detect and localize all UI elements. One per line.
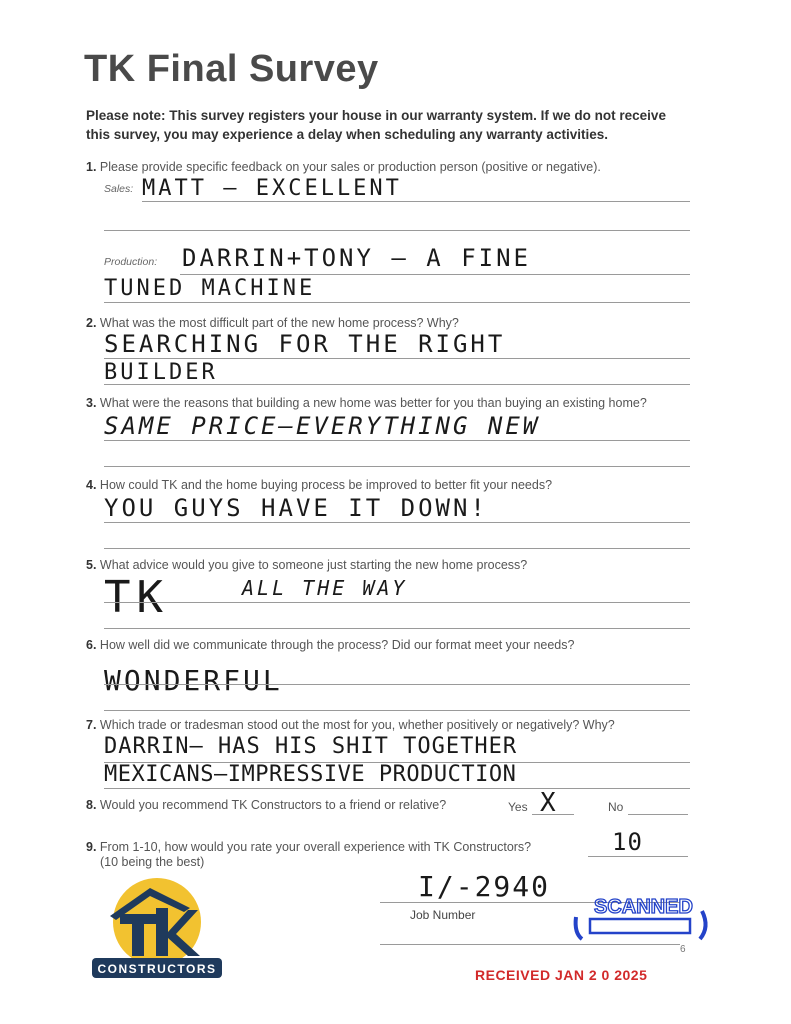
svg-text:SCANNED: SCANNED — [594, 896, 693, 918]
question-1: 1. Please provide specific feedback on your sales or production person (positive or negative). — [86, 160, 601, 174]
answer-line — [104, 466, 690, 467]
q6-answer[interactable]: WONDERFUL — [104, 664, 283, 697]
yes-label: Yes — [508, 800, 528, 814]
q7-answer-line2[interactable]: MEXICANS—IMPRESSIVE PRODUCTION — [104, 762, 517, 787]
answer-line — [104, 522, 690, 523]
answer-line — [104, 684, 690, 685]
question-8: 8. Would you recommend TK Constructors to a friend or relative? — [86, 798, 447, 812]
question-4: 4. How could TK and the home buying process be improved to better fit your needs? — [86, 478, 553, 492]
survey-title: TK Final Survey — [84, 48, 379, 90]
question-7: 7. Which trade or tradesman stood out the most for you, whether positively or negatively? Why? — [86, 718, 615, 732]
answer-line — [104, 302, 690, 303]
signature-line — [380, 944, 680, 945]
question-3: 3. What were the reasons that building a new home was better for you than buying an existing home? — [86, 396, 647, 410]
question-6: 6. How well did we communicate through the process? Did our format meet your needs? — [86, 638, 575, 652]
answer-line — [104, 358, 690, 359]
production-label: Production: — [104, 256, 158, 268]
question-5: 5. What advice would you give to someone just starting the new home process? — [86, 558, 528, 572]
q3-answer[interactable]: SAME PRICE—EVERYTHING NEW — [104, 412, 541, 440]
q5-answer-tk[interactable]: TK — [104, 572, 169, 623]
q4-answer[interactable]: YOU GUYS HAVE IT DOWN! — [104, 494, 488, 522]
answer-line — [104, 788, 690, 789]
q2-answer-line2[interactable]: BUILDER — [104, 360, 218, 385]
answer-line — [104, 230, 690, 231]
no-line[interactable] — [628, 814, 688, 815]
answer-line — [104, 710, 690, 711]
scanned-stamp — [568, 893, 713, 941]
answer-line — [104, 628, 690, 629]
q2-answer-line1[interactable]: SEARCHING FOR THE RIGHT — [104, 330, 506, 358]
received-stamp: RECEIVED JAN 2 0 2025 — [475, 967, 648, 983]
page-number: 6 — [680, 944, 686, 955]
rating-line — [588, 856, 688, 857]
question-2: 2. What was the most difficult part of the new home process? Why? — [86, 316, 459, 330]
sales-answer[interactable]: MATT — EXCELLENT — [142, 176, 402, 201]
question-9: 9. From 1-10, how would you rate your overall experience with TK Constructors? — [86, 840, 532, 854]
q7-answer-line1[interactable]: DARRIN— HAS HIS SHIT TOGETHER — [104, 734, 518, 759]
production-answer-line2[interactable]: TUNED MACHINE — [104, 276, 316, 301]
answer-line — [104, 440, 690, 441]
answer-line — [104, 548, 690, 549]
answer-line — [104, 384, 690, 385]
answer-line — [142, 201, 690, 202]
question-9-sub: (10 being the best) — [100, 855, 205, 869]
answer-line — [180, 274, 690, 275]
sales-label: Sales: — [104, 183, 134, 195]
yes-checkmark[interactable]: X — [540, 788, 556, 818]
svg-text:CONSTRUCTORS: CONSTRUCTORS — [97, 962, 217, 976]
q5-answer-text[interactable]: ALL THE WAY — [242, 576, 408, 600]
q9-answer[interactable]: 10 — [612, 828, 643, 856]
answer-line — [104, 602, 690, 603]
production-answer-line1[interactable]: DARRIN+TONY — A FINE — [182, 244, 531, 272]
no-label: No — [608, 800, 624, 814]
job-number-label: Job Number — [410, 908, 476, 922]
survey-note: Please note: This survey registers your house in our warranty system. If we do not receive this survey, you may experience a delay when scheduling any warranty activities. — [86, 108, 666, 142]
tk-constructors-logo — [92, 876, 222, 980]
job-number-value[interactable]: I/-2940 — [418, 870, 551, 903]
